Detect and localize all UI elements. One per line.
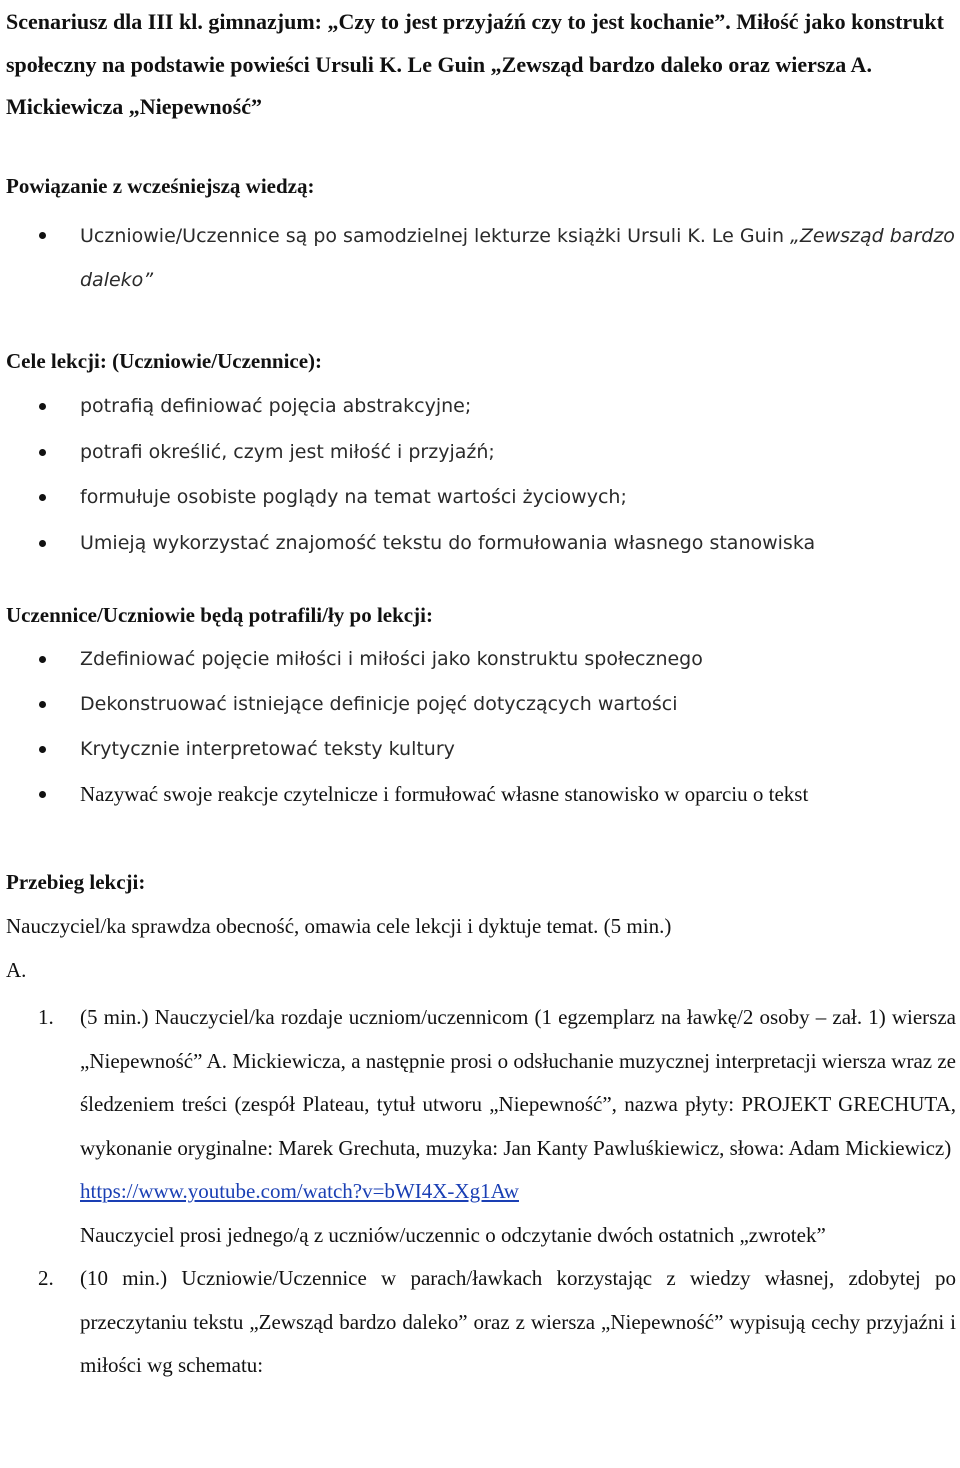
step-text: (5 min.) Nauczyciel/ka rozdaje uczniom/uczennicom (1 egzemplarz na ławkę/2 osoby – zał. 1) wiersza „Niepewność” A. Mickiewicza, a następnie prosi o odsłuchanie muzycznej interpretacji wiersza wraz ze śledzeniem treści (zespół Plateau, tytuł utworu „Niepewność”, nazwa płyty: PROJEKT GRECHUTA, wykonanie oryginalne: Marek Grechuta, muzyka: Jan Kanty Pawluśkiewicz, słowa: Adam Mickiewicz) (80, 1005, 956, 1160)
bullet-icon (39, 656, 46, 663)
bullet-icon (39, 232, 46, 239)
outcomes-heading: Uczennice/Uczniowie będą potrafili/ły po lekcji: (6, 603, 433, 627)
page-title: Scenariusz dla III kl. gimnazjum: „Czy to jest przyjaźń czy to jest kochanie”. Miłość jako konstrukt społeczny na podstawie powieści Ursuli K. Le Guin „Zewsząd bardzo daleko oraz wiersza A. Mickiewicza „Niepewność” (6, 9, 944, 119)
outcomes-list (0, 637, 960, 817)
list-item (0, 637, 955, 682)
prior-knowledge-text: Uczniowie/Uczennice są po samodzielnej lekturze książki Ursuli K. Le Guin (80, 225, 791, 247)
book-title: „Zewsząd bardzo daleko” (80, 225, 955, 291)
step-number: 1. (38, 1005, 54, 1029)
list-item (0, 430, 955, 476)
goal-text: potrafi określić, czym jest miłość i przyjaźń; (80, 440, 495, 463)
list-item (0, 521, 955, 567)
prior-knowledge-heading: Powiązanie z wcześniejszą wiedzą: (6, 174, 315, 198)
list-item (0, 214, 955, 302)
prior-knowledge-list (0, 214, 960, 302)
step-text: (10 min.) Uczniowie/Uczennice w parach/ławkach korzystając z wiedzy własnej, zdobytej po przeczytaniu tekstu „Zewsząd bardzo daleko” oraz z wiersza „Niepewność” wypisują cechy przyjaźni i miłości wg schematu: (80, 1266, 956, 1377)
list-item (0, 475, 955, 521)
bullet-icon (39, 449, 46, 456)
goal-text: Umieją wykorzystać znajomość tekstu do formułowania własnego stanowiska (80, 531, 816, 554)
outcome-text: Krytycznie interpretować teksty kultury (80, 738, 455, 760)
list-item (0, 727, 955, 772)
goal-text: potrafią definiować pojęcia abstrakcyjne; (80, 395, 472, 417)
step-note: Nauczyciel prosi jednego/ą z uczniów/uczennic o odczytanie dwóch ostatnich „zwrotek” (80, 1222, 826, 1247)
list-item (0, 682, 955, 727)
goal-text: formułuje osobiste poglądy na temat wartości życiowych; (80, 486, 627, 508)
video-link[interactable]: https://www.youtube.com/watch?v=bWI4X-Xg1Aw (80, 1179, 519, 1203)
course-heading: Przebieg lekcji: (6, 870, 146, 894)
goals-heading: Cele lekcji: (Uczniowie/Uczennice): (6, 349, 323, 373)
course-steps (0, 996, 960, 1388)
goals-list (0, 384, 960, 566)
bullet-icon (39, 791, 46, 798)
list-item (0, 384, 955, 430)
list-item (0, 1257, 956, 1388)
outcome-text: Dekonstruować istniejące definicje pojęć dotyczących wartości (80, 693, 678, 715)
step-number: 2. (38, 1266, 54, 1290)
section-label: A. (6, 958, 27, 982)
bullet-icon (39, 746, 46, 753)
course-intro: Nauczyciel/ka sprawdza obecność, omawia cele lekcji i dyktuje temat. (5 min.) (6, 914, 672, 938)
bullet-icon (39, 540, 46, 547)
list-item (0, 772, 955, 817)
bullet-icon (39, 403, 46, 410)
outcome-text: Nazywać swoje reakcje czytelnicze i formułować własne stanowisko w oparciu o tekst (80, 782, 809, 806)
list-item (0, 996, 956, 1257)
bullet-icon (39, 494, 46, 501)
outcome-text: Zdefiniować pojęcie miłości i miłości jako konstruktu społecznego (80, 648, 703, 670)
bullet-icon (39, 701, 46, 708)
